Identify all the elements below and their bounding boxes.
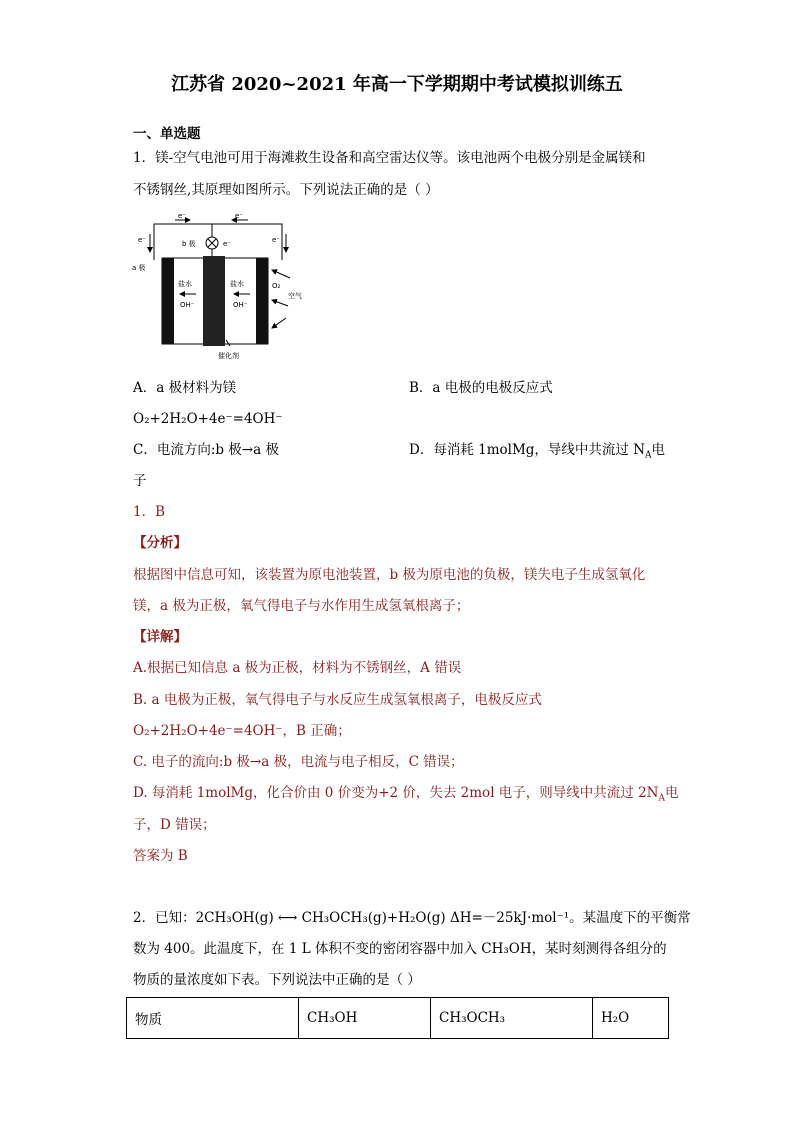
analysis-line1: 根据图中信息可知，该装置为原电池装置，b 极为原电池的负极，镁失电子生成氢氧化 bbox=[133, 567, 646, 583]
detail-a: A.根据已知信息 a 极为正极，材料为不锈钢丝，A 错误 bbox=[133, 660, 462, 676]
e-label: e⁻ bbox=[138, 236, 147, 244]
q1-option-d-cont: 子 bbox=[133, 473, 147, 489]
battery-diagram bbox=[130, 212, 310, 362]
air-label: 空气 bbox=[288, 292, 302, 300]
q2-stem-line3: 物质的量浓度如下表。下列说法中正确的是（ ） bbox=[133, 972, 421, 988]
section-heading: 一、单选题 bbox=[133, 126, 201, 142]
q1-stem-line1: 1．镁-空气电池可用于海滩救生设备和高空雷达仪等。该电池两个电极分别是金属镁和 bbox=[133, 150, 646, 166]
o2-label: O₂ bbox=[272, 282, 281, 290]
detail-d-line2: 子，D 错误； bbox=[133, 817, 216, 833]
final-answer: 答案为 B bbox=[133, 848, 188, 864]
detail-b-line1: B. a 电极为正极，氧气得电子与水反应生成氢氧根离子，电极反应式 bbox=[133, 692, 542, 708]
oh-label: OH⁻ bbox=[233, 301, 248, 309]
table-cell: H₂O bbox=[593, 998, 669, 1039]
e-label: e⁻ bbox=[235, 212, 244, 220]
q1-option-b-equation: O₂+2H₂O+4e⁻=4OH⁻ bbox=[133, 411, 283, 427]
table-cell: CH₃OCH₃ bbox=[431, 998, 593, 1039]
table-cell: 物质 bbox=[127, 998, 299, 1039]
analysis-line2: 镁，a 极为正极，氧气得电子与水作用生成氢氧根离子； bbox=[133, 598, 470, 614]
q2-table bbox=[126, 997, 669, 1039]
page-title: 江苏省 2020~2021 年高一下学期期中考试模拟训练五 bbox=[171, 74, 623, 95]
detail-c: C. 电子的流向:b 极→a 极，电流与电子相反，C 错误； bbox=[133, 754, 464, 770]
a-electrode-label: a 极 bbox=[132, 264, 146, 272]
detail-tag: 【详解】 bbox=[133, 629, 187, 645]
analysis-tag: 【分析】 bbox=[133, 535, 187, 551]
detail-b-line2: O₂+2H₂O+4e⁻=4OH⁻，B 正确； bbox=[133, 723, 351, 739]
oh-label: OH⁻ bbox=[180, 301, 195, 309]
brine-label: 盐水 bbox=[230, 280, 244, 288]
table-row bbox=[127, 998, 669, 1039]
b-electrode-label: b 极 bbox=[182, 240, 196, 248]
q2-stem-line1: 2．已知：2CH₃OH(g) ⟷ CH₃OCH₃(g)+H₂O(g) ΔH=－25kJ·mol⁻¹。某温度下的平衡常 bbox=[133, 910, 691, 926]
q1-option-d: D．每消耗 1molMg，导线中共流过 $N_A$电 bbox=[409, 442, 666, 461]
catalyst-label: 催化剂 bbox=[218, 352, 239, 360]
e-label: e⁻ bbox=[178, 212, 187, 220]
e-label: e⁻ bbox=[223, 240, 232, 248]
detail-d-line1: D. 每消耗 1molMg，化合价由 0 价变为+2 价，失去 2mol 电子，则导线中共流过 $2N_A$电 bbox=[133, 785, 679, 804]
q1-option-b: B．a 电极的电极反应式 bbox=[409, 380, 553, 396]
q1-stem-line2: 不锈钢丝,其原理如图所示。下列说法正确的是（ ） bbox=[133, 182, 439, 198]
e-label: e⁻ bbox=[272, 236, 281, 244]
table-cell: CH₃OH bbox=[299, 998, 431, 1039]
q2-stem-line2: 数为 400。此温度下，在 1 L 体积不变的密闭容器中加入 CH₃OH，某时刻测得各组分的 bbox=[133, 941, 667, 957]
q1-answer: 1．B bbox=[133, 504, 166, 520]
q1-option-a: A．a 极材料为镁 bbox=[133, 380, 237, 396]
brine-label: 盐水 bbox=[178, 280, 192, 288]
q1-option-c: C．电流方向:b 极→a 极 bbox=[133, 442, 279, 458]
